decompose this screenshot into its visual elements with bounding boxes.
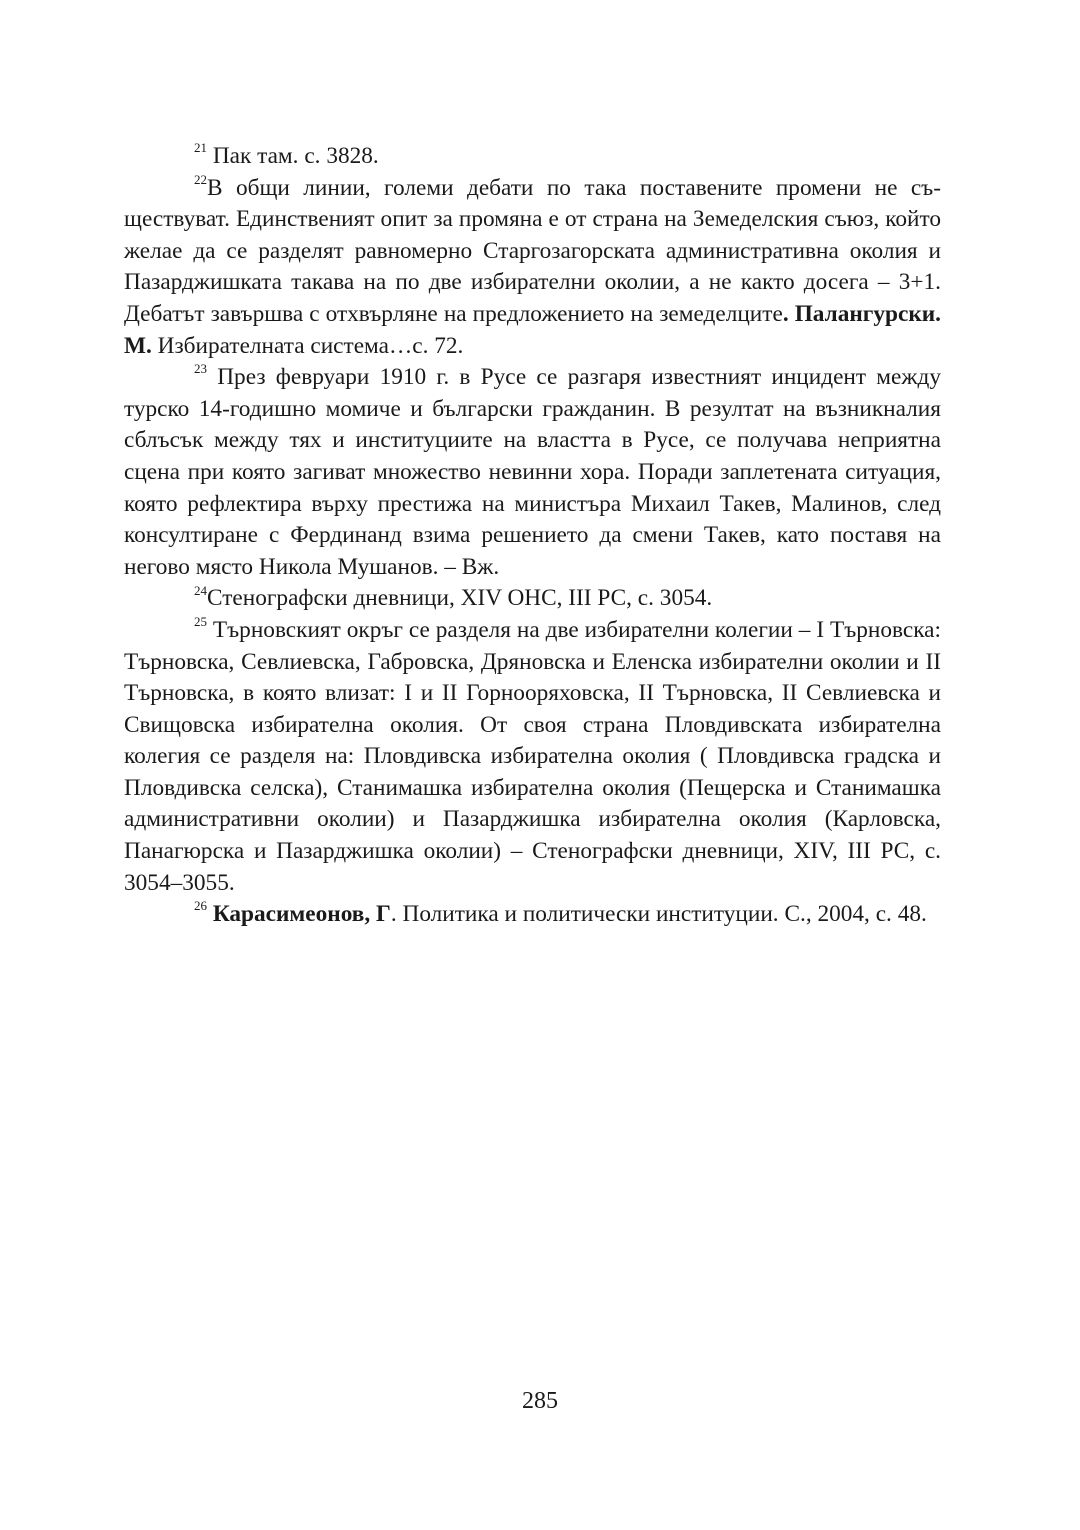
footnote-author: Карасимеонов, Г [212, 901, 391, 928]
footnote-24 [124, 583, 941, 615]
footnote-text: През февруари 1910 г. в Русе се разгаря известният инцидент между турско 14-годишно момиче и български гражданин. В резултат на възникналия сблъсък между тях и институциите на властта в Русе, се получава неприятна сцена при която загиват множество невинни хора. Поради заплетената ситуация, която рефлектира върху престижа на министъра Михаил Такев, Малинов, след консултиране с Фердинанд взима решението да смени Такев, като поставя на негово място Никола Мушанов. – Вж. [124, 364, 941, 580]
footnote-text: Търновският окръг се разделя на две избирателни колегии – I Търновска: Търновска, Севлиевска, Габровска, Дряновска и Еленска избирателни околии и II Търновска, в която влизат: I и II Горнооряховска, II Търновска, II Севлиевска и Свищовска избирателна околия. От своя страна Пловдивската избирателна колегия се разделя на: Пловдивска избирателна околия ( Пловдивска градска и Пловдивска селска), Станимашка избирателна околия (Пещерска и Станимашка административни околии) и Пазарджишка избирателна околия (Карловска, Панагюрска и Пазарджишка околии) – Стенографски дневници, XIV, III РС, с. 3054–3055. [124, 616, 941, 896]
footnote-author: . Палангурски. М. [124, 300, 941, 359]
footnote-22 [124, 173, 941, 363]
footnote-marker: 24 [194, 582, 207, 598]
footnote-marker: 22 [194, 171, 207, 187]
footnote-25 [124, 615, 941, 899]
footnote-21 [124, 141, 941, 173]
footnote-26 [124, 899, 941, 931]
page-number: 285 [522, 1388, 558, 1414]
footnote-marker: 23 [194, 361, 207, 377]
footnotes-area [124, 141, 941, 931]
footnote-23 [124, 362, 941, 583]
footnote-text: Пак там. с. 3828. [207, 143, 379, 169]
footnote-text: Стенографски дневници, XIV ОНС, III РС, с. 3054. [207, 585, 713, 612]
footnote-marker: 21 [194, 140, 207, 156]
footnote-text: В общи линии, големи дебати по така поставените промени не съществуват. Единственият опит за промяна е от страна на Земеделския съюз, който желае да се разделят равномерно Старгозагорската административна околия и Пазарджишката такава на по две избирателни околии, а не както досега – 3+1. Дебатът завършва с отхвърляне на предложението на земеделците [124, 174, 941, 327]
footnote-text: . Политика и политически институции. С., 2004, с. 48. [390, 901, 927, 928]
footnote-marker: 26 [194, 898, 207, 914]
footnote-marker: 25 [194, 614, 207, 630]
footnote-text: Избирателната система…с. 72. [151, 332, 464, 359]
